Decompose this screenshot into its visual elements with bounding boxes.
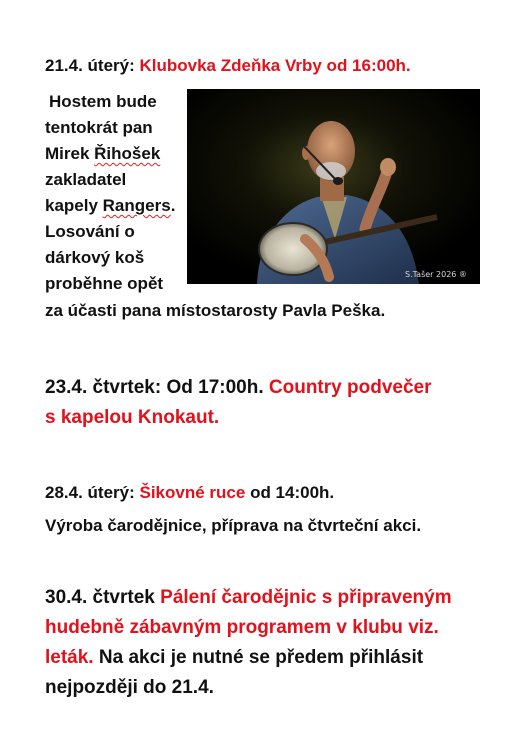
intro-text: . bbox=[170, 196, 176, 215]
event-1-intro-line: zakladatel bbox=[45, 170, 127, 189]
event-4-title-continued: hudebně zábavným programem v klubu viz. bbox=[45, 617, 439, 638]
event-1-intro-line: dárkový koš bbox=[45, 248, 145, 267]
event-1-intro-line bbox=[45, 144, 160, 164]
musician-photo bbox=[187, 89, 480, 284]
event-1-intro-line: proběhne opět bbox=[45, 274, 164, 293]
musician-illustration bbox=[187, 89, 480, 284]
event-1-heading bbox=[45, 56, 411, 76]
event-3-date: 28.4. úterý: bbox=[45, 483, 135, 502]
photo-signature: S.Tašer 2026 ® bbox=[405, 270, 467, 279]
intro-text: kapely bbox=[45, 196, 103, 215]
event-3-time: od 14:00h. bbox=[250, 483, 335, 502]
event-3-heading bbox=[45, 483, 334, 503]
event-4-note: Na akci je nutné se předem přihlásit bbox=[98, 647, 424, 668]
guest-name: Řihošek bbox=[94, 144, 161, 163]
event-1-intro-line bbox=[45, 196, 175, 216]
event-4-line-3 bbox=[45, 647, 423, 669]
event-1-intro-line: Hostem bude bbox=[49, 92, 157, 111]
event-1-intro-line: tentokrát pan bbox=[45, 118, 153, 137]
event-1-intro-line: Losování o bbox=[45, 222, 135, 241]
event-3-description: Výroba čarodějnice, příprava na čtvrteční akci. bbox=[45, 516, 422, 535]
event-4-title: Pálení čarodějnic s připraveným bbox=[160, 587, 452, 608]
event-4-title-end: leták. bbox=[45, 647, 94, 668]
event-2-title-continued: s kapelou Knokaut. bbox=[45, 407, 220, 428]
event-4-date: 30.4. čtvrtek bbox=[45, 587, 155, 608]
event-2-lead: 23.4. čtvrtek: Od 17:00h. bbox=[45, 377, 264, 398]
event-4-heading bbox=[45, 587, 452, 609]
event-2-heading bbox=[45, 377, 431, 399]
band-name: Rangers bbox=[102, 196, 171, 215]
event-1-title: Klubovka Zdeňka Vrby od 16:00h. bbox=[139, 56, 411, 75]
intro-text: Mirek bbox=[45, 144, 95, 163]
event-3-title: Šikovné ruce bbox=[139, 483, 246, 502]
event-2-title: Country podvečer bbox=[268, 377, 432, 398]
event-1-date: 21.4. úterý: bbox=[45, 56, 135, 75]
event-1-intro-line: za účasti pana místostarosty Pavla Peška. bbox=[45, 301, 386, 320]
event-4-note-continued: nejpozději do 21.4. bbox=[45, 677, 214, 698]
